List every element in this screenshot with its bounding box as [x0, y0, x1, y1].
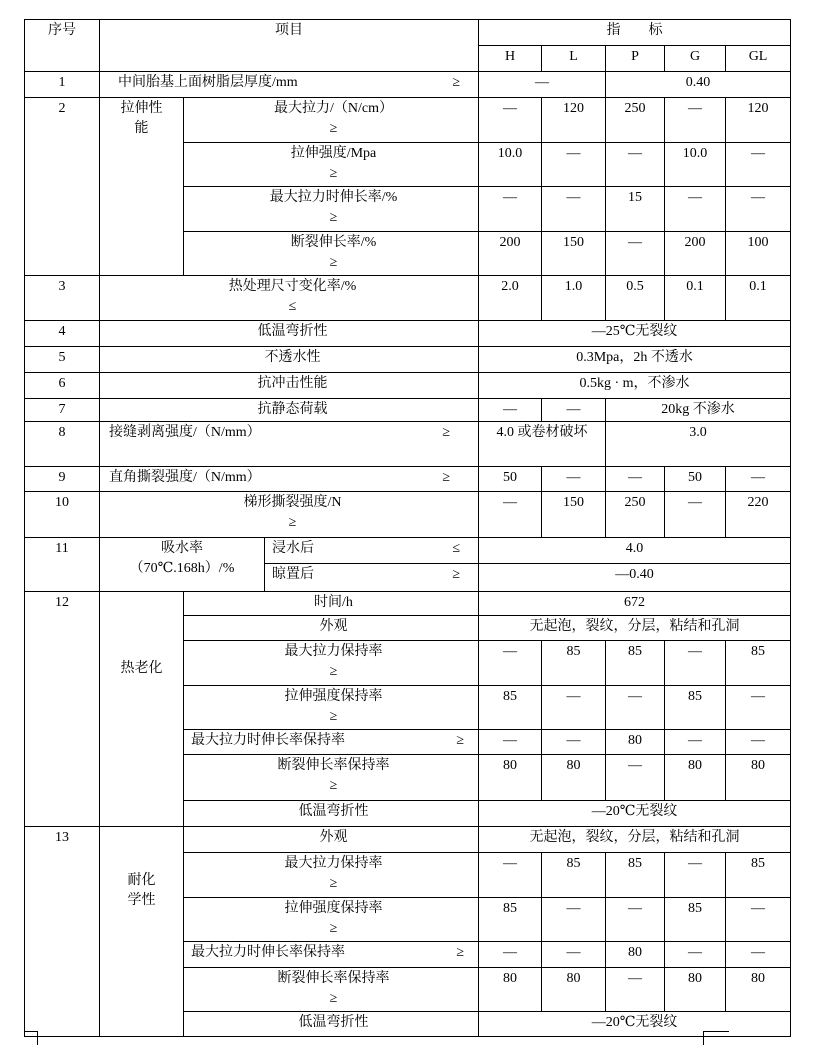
- item-label: 外观: [184, 827, 479, 853]
- value-cell: —: [726, 143, 791, 187]
- header-grade-l: L: [542, 46, 606, 72]
- item-label: 抗冲击性能: [100, 373, 479, 399]
- margin-mark-right-v: [703, 1031, 704, 1045]
- value-cell: 85: [665, 898, 726, 942]
- value-cell: 100: [726, 232, 791, 276]
- item-sign: ≥: [456, 945, 464, 960]
- item-label: 低温弯折性: [184, 801, 479, 827]
- value-cell: —: [665, 730, 726, 755]
- item-label: 不透水性: [100, 347, 479, 373]
- item-label-cell: [184, 968, 479, 1012]
- value-cell: 4.0: [479, 538, 791, 564]
- value-cell: 85: [479, 898, 542, 942]
- value-cell: —: [542, 143, 606, 187]
- item-label-cell: [184, 686, 479, 730]
- value-cell: —0.40: [479, 564, 791, 592]
- value-cell: —: [479, 399, 542, 422]
- row-no: 8: [25, 422, 100, 467]
- spec-table: [24, 19, 791, 1037]
- value-cell: 80: [542, 968, 606, 1012]
- value-cell: 80: [479, 968, 542, 1012]
- value-cell: 150: [542, 232, 606, 276]
- item-sign: ≥: [329, 664, 338, 679]
- value-cell: 85: [479, 686, 542, 730]
- value-cell: 672: [479, 592, 791, 616]
- header-grade-h: H: [479, 46, 542, 72]
- item-sign: ≥: [329, 255, 338, 270]
- value-cell: 0.1: [665, 276, 726, 321]
- group-label-cell: [100, 538, 265, 592]
- item-label: 梯形撕裂强度/N: [243, 495, 342, 510]
- item-sign: ≥: [442, 425, 450, 440]
- value-cell: —: [542, 399, 606, 422]
- header-indicator: 指 标: [479, 20, 791, 46]
- item-sign: ≥: [329, 921, 338, 936]
- item-label: 接缝剥离强度/（N/mm）: [109, 425, 261, 440]
- value-cell: 80: [606, 730, 665, 755]
- item-label: 最大拉力时伸长率/%: [269, 190, 398, 205]
- value-cell: —: [726, 942, 791, 968]
- item-label-cell: [100, 492, 479, 538]
- value-cell: —: [665, 492, 726, 538]
- value-cell: 120: [726, 98, 791, 143]
- item-label-cell: [100, 72, 479, 98]
- value-cell: —: [726, 730, 791, 755]
- value-cell: 85: [606, 853, 665, 898]
- item-sign: ≥: [288, 515, 297, 530]
- value-cell: 0.5kg · m，不渗水: [479, 373, 791, 399]
- group-label: 热老化: [100, 592, 184, 827]
- value-cell: 50: [665, 467, 726, 492]
- item-label: 最大拉力保持率: [284, 856, 383, 871]
- row-no: 5: [25, 347, 100, 373]
- value-cell: 85: [665, 686, 726, 730]
- value-cell: —: [542, 942, 606, 968]
- header-item: 项目: [100, 20, 479, 72]
- row-no: 13: [25, 827, 100, 1037]
- value-cell: 80: [665, 755, 726, 801]
- value-cell: 15: [606, 187, 665, 232]
- item-label: 最大拉力保持率: [284, 644, 383, 659]
- item-label-cell: [184, 755, 479, 801]
- item-label-cell: [100, 467, 479, 492]
- value-cell: 2.0: [479, 276, 542, 321]
- item-sign: ≤: [452, 541, 460, 556]
- group-note: （70℃.168h）/%: [129, 561, 235, 576]
- group-label: 拉伸性能: [120, 101, 163, 136]
- value-cell: 80: [726, 968, 791, 1012]
- item-label: 热处理尺寸变化率/%: [228, 279, 357, 294]
- item-label-cell: [184, 730, 479, 755]
- item-label: 断裂伸长率/%: [290, 235, 377, 250]
- group-label: 耐化学性: [127, 873, 156, 908]
- value-cell: —: [606, 143, 665, 187]
- header-grade-p: P: [606, 46, 665, 72]
- item-label: 时间/h: [184, 592, 479, 616]
- value-cell: —: [542, 686, 606, 730]
- value-cell: —: [479, 72, 606, 98]
- value-cell: 220: [726, 492, 791, 538]
- value-cell: 0.1: [726, 276, 791, 321]
- value-cell: —: [542, 898, 606, 942]
- item-label: 拉伸强度保持率: [284, 689, 383, 704]
- item-label: 抗静态荷载: [100, 399, 479, 422]
- item-label: 直角撕裂强度/（N/mm）: [109, 470, 261, 485]
- item-label: 断裂伸长率保持率: [277, 971, 390, 986]
- item-label: 中间胎基上面树脂层厚度/mm: [118, 75, 298, 90]
- row-no: 9: [25, 467, 100, 492]
- header-grade-g: G: [665, 46, 726, 72]
- row-no: 2: [25, 98, 100, 276]
- value-cell: 250: [606, 98, 665, 143]
- item-label-cell: [184, 232, 479, 276]
- value-cell: —: [479, 641, 542, 686]
- value-cell: [479, 422, 606, 467]
- item-label-cell: [184, 942, 479, 968]
- item-label-cell: [100, 276, 479, 321]
- item-label-cell: [265, 538, 479, 564]
- value-cell: —: [479, 98, 542, 143]
- row-no: 6: [25, 373, 100, 399]
- value-cell: 0.3Mpa，2h 不透水: [479, 347, 791, 373]
- value-cell: —20℃无裂纹: [479, 1012, 791, 1037]
- value-cell: —: [606, 898, 665, 942]
- item-label-cell: [184, 641, 479, 686]
- value-cell: —: [726, 467, 791, 492]
- item-label: 断裂伸长率保持率: [277, 758, 390, 773]
- item-sign: ≥: [329, 991, 338, 1006]
- value-cell: 0.40: [606, 72, 791, 98]
- item-label: 最大拉力/（N/cm）: [274, 101, 393, 116]
- value-cell: 10.0: [665, 143, 726, 187]
- item-sign: ≥: [329, 876, 338, 891]
- item-label-cell: [184, 98, 479, 143]
- value-cell: 150: [542, 492, 606, 538]
- value-cell: —: [542, 467, 606, 492]
- value-cell: —: [665, 187, 726, 232]
- item-sign: ≥: [329, 709, 338, 724]
- group-label-cell: [100, 827, 184, 1037]
- value-cell: 1.0: [542, 276, 606, 321]
- group-label: 吸水率: [161, 541, 203, 556]
- value-cell: —: [606, 686, 665, 730]
- margin-mark-left-h: [24, 1031, 37, 1032]
- value-cell: 85: [726, 641, 791, 686]
- margin-mark-left-v: [37, 1031, 38, 1045]
- row-no: 10: [25, 492, 100, 538]
- row-no: 1: [25, 72, 100, 98]
- item-label: 低温弯折性: [100, 321, 479, 347]
- value-cell: —: [606, 968, 665, 1012]
- value-cell: —: [665, 942, 726, 968]
- value-cell: 80: [606, 942, 665, 968]
- value-cell: 85: [542, 853, 606, 898]
- item-label: 拉伸强度保持率: [284, 901, 383, 916]
- value-cell: 无起泡，裂纹，分层，粘结和孔洞: [479, 616, 791, 641]
- row-no: 12: [25, 592, 100, 827]
- value-cell: 120: [542, 98, 606, 143]
- value-cell: —: [665, 98, 726, 143]
- item-sign: ≥: [329, 778, 338, 793]
- value-cell: —: [606, 467, 665, 492]
- value-cell: —: [665, 641, 726, 686]
- value-cell: 200: [479, 232, 542, 276]
- value-cell: 85: [606, 641, 665, 686]
- value-cell: —: [479, 730, 542, 755]
- value-cell: —: [479, 942, 542, 968]
- header-seq: 序号: [25, 20, 100, 72]
- item-label-cell: [265, 564, 479, 592]
- row-no: 3: [25, 276, 100, 321]
- item-label: 最大拉力时伸长率保持率: [191, 945, 345, 960]
- value-cell: —: [479, 492, 542, 538]
- item-label-cell: [184, 898, 479, 942]
- item-sign: ≥: [329, 210, 338, 225]
- item-label: 外观: [184, 616, 479, 641]
- value-cell: 10.0: [479, 143, 542, 187]
- value-cell: 无起泡，裂纹，分层，粘结和孔洞: [479, 827, 791, 853]
- margin-mark-right-h: [703, 1031, 729, 1032]
- group-label-cell: [100, 98, 184, 276]
- item-sign: ≥: [329, 166, 338, 181]
- header-grade-gl: GL: [726, 46, 791, 72]
- item-label-cell: [184, 143, 479, 187]
- value-cell: 80: [726, 755, 791, 801]
- value-cell: —: [479, 853, 542, 898]
- value-cell: 3.0: [606, 422, 791, 467]
- value-cell: —25℃无裂纹: [479, 321, 791, 347]
- item-sign: ≥: [442, 470, 450, 485]
- value-cell: 250: [606, 492, 665, 538]
- row-no: 7: [25, 399, 100, 422]
- value-cell: 80: [479, 755, 542, 801]
- value-text: 4.0 或卷材破坏: [496, 425, 588, 440]
- item-sign: ≥: [456, 733, 464, 748]
- value-cell: 80: [542, 755, 606, 801]
- item-label-cell: [100, 422, 479, 467]
- item-sign: ≤: [288, 299, 297, 314]
- value-cell: 0.5: [606, 276, 665, 321]
- value-cell: —: [479, 187, 542, 232]
- item-sign: ≥: [329, 121, 338, 136]
- item-label: 晾置后: [272, 567, 314, 582]
- value-cell: —: [606, 755, 665, 801]
- item-label: 低温弯折性: [184, 1012, 479, 1037]
- item-label-cell: [184, 853, 479, 898]
- value-cell: 85: [542, 641, 606, 686]
- value-cell: 20kg 不渗水: [606, 399, 791, 422]
- value-cell: —: [606, 232, 665, 276]
- value-cell: —: [665, 853, 726, 898]
- value-cell: —: [542, 187, 606, 232]
- item-label-cell: [184, 187, 479, 232]
- item-sign: ≥: [452, 567, 460, 582]
- item-label: 拉伸强度/Mpa: [290, 146, 377, 161]
- row-no: 4: [25, 321, 100, 347]
- item-label: 最大拉力时伸长率保持率: [191, 733, 345, 748]
- value-cell: —: [726, 686, 791, 730]
- value-cell: —: [726, 187, 791, 232]
- value-cell: 85: [726, 853, 791, 898]
- value-cell: 50: [479, 467, 542, 492]
- value-cell: —: [726, 898, 791, 942]
- value-cell: 200: [665, 232, 726, 276]
- value-cell: —20℃无裂纹: [479, 801, 791, 827]
- item-label: 浸水后: [272, 541, 314, 556]
- value-cell: —: [542, 730, 606, 755]
- row-no: 11: [25, 538, 100, 592]
- item-sign: ≥: [452, 75, 460, 90]
- value-cell: 80: [665, 968, 726, 1012]
